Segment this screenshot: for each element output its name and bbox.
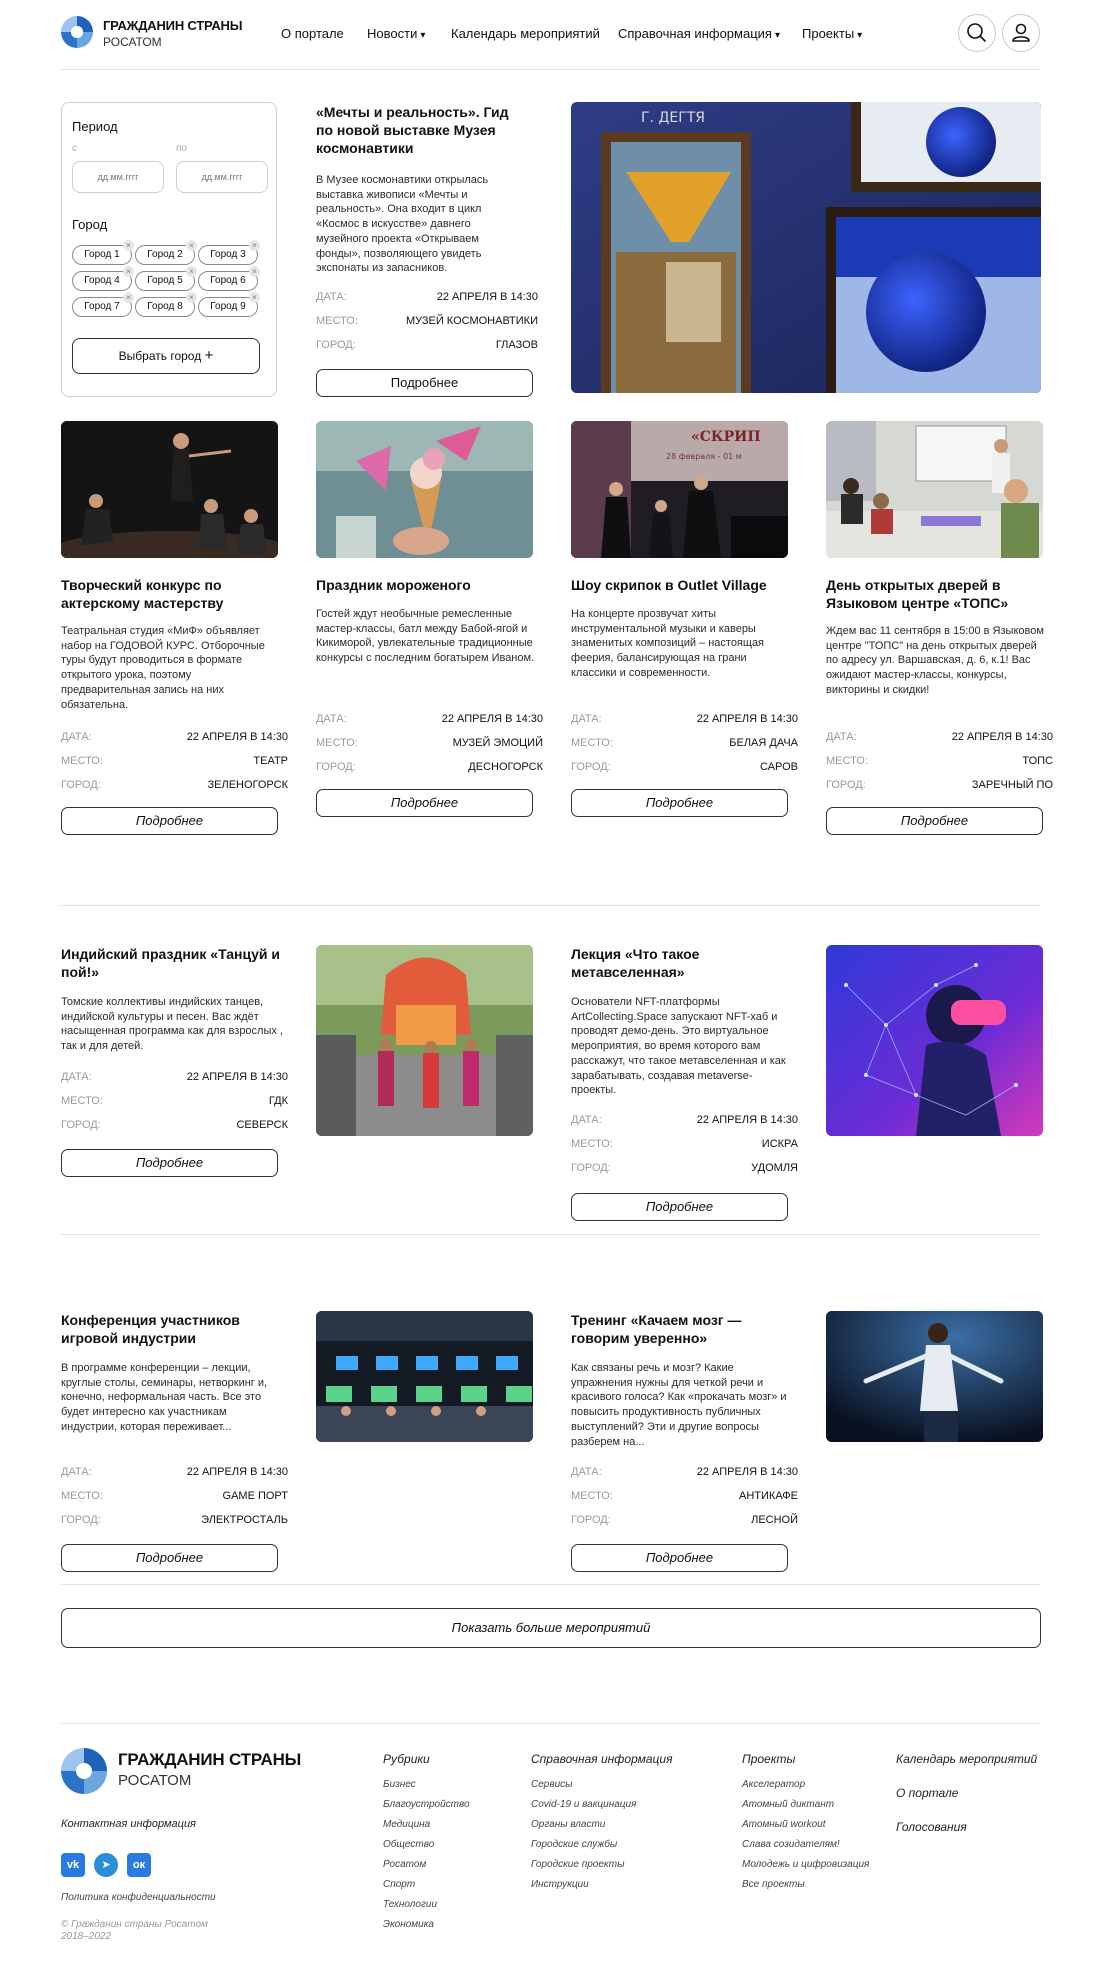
section-divider	[61, 1584, 1040, 1585]
city-label: ГОРОД:	[61, 1514, 101, 1526]
odnoklassniki-icon[interactable]: ок	[127, 1853, 151, 1877]
footer-about-link[interactable]: О портале	[896, 1786, 959, 1800]
chip-label: Город 2	[147, 249, 183, 260]
date-value: 22 АПРЕЛЯ В 14:30	[186, 1071, 288, 1083]
nav-label: Справочная информация	[618, 26, 772, 41]
date-value: 22 АПРЕЛЯ В 14:30	[441, 713, 543, 725]
event-description: На концерте прозвучат хиты инструментальной музыки и каверы знаменитых композиций – настоящая феерия, балансирующая на грани классики и современности.	[571, 608, 765, 679]
event-date-row	[571, 1466, 798, 1480]
date-value: 22 АПРЕЛЯ В 14:30	[436, 291, 538, 303]
place-label: МЕСТО:	[571, 1138, 613, 1150]
footer-logo-line1: ГРАЖДАНИН СТРАНЫ	[118, 1750, 302, 1769]
date-label: ДАТА:	[826, 731, 857, 743]
event-city-row	[316, 761, 543, 775]
footer-link[interactable]: Бизнес	[383, 1779, 416, 1790]
space-paintings-photo	[571, 102, 1041, 393]
place-label: МЕСТО:	[826, 755, 868, 767]
footer-link[interactable]: Экономика	[383, 1919, 434, 1930]
place-value: ИСКРА	[761, 1138, 798, 1150]
event-date-row	[316, 713, 543, 727]
indian-festival-photo	[316, 945, 533, 1136]
date-value: 22 АПРЕЛЯ В 14:30	[186, 731, 288, 743]
close-icon[interactable]: ×	[249, 292, 260, 303]
city-value: ЭЛЕКТРОСТАЛЬ	[201, 1514, 288, 1526]
date-label: ДАТА:	[61, 731, 92, 743]
footer-link[interactable]: Общество	[383, 1839, 435, 1850]
city-label: ГОРОД:	[826, 779, 866, 791]
city-label: ГОРОД:	[571, 761, 611, 773]
close-icon[interactable]: ×	[249, 240, 260, 251]
event-date-row	[571, 1114, 798, 1128]
user-icon	[1003, 15, 1039, 51]
nav-about[interactable]	[281, 26, 344, 41]
event-date-row	[61, 731, 288, 745]
vk-icon[interactable]: vk	[61, 1853, 85, 1877]
date-label: ДАТА:	[571, 1466, 602, 1478]
footer-link[interactable]: Спорт	[383, 1879, 416, 1890]
event-place-row	[61, 1490, 288, 1504]
footer-col-heading[interactable]: Рубрики	[383, 1752, 430, 1766]
event-title: Творческий конкурс по актерскому мастерству	[61, 577, 224, 611]
search-icon	[959, 15, 995, 51]
event-title: Индийский праздник «Танцуй и пой!»	[61, 946, 281, 980]
nav-projects[interactable]	[802, 26, 862, 41]
date-label: ДАТА:	[61, 1071, 92, 1083]
event-image[interactable]	[571, 102, 1041, 393]
event-place-row	[316, 315, 538, 329]
rosatom-logo-icon	[61, 16, 93, 48]
footer-link[interactable]: Атомный workout	[742, 1819, 826, 1830]
footer-link[interactable]: Медицина	[383, 1819, 431, 1830]
event-image[interactable]	[316, 421, 533, 558]
footer-logo-line2: РОСАТОМ	[118, 1772, 192, 1789]
city-label: ГОРОД:	[61, 779, 101, 791]
telegram-icon[interactable]: ➤	[94, 1853, 118, 1877]
date-value: 22 АПРЕЛЯ В 14:30	[696, 1114, 798, 1126]
city-chip[interactable]	[135, 293, 195, 317]
event-image[interactable]	[316, 945, 533, 1136]
place-label: МЕСТО:	[571, 1490, 613, 1502]
event-city-row	[571, 1162, 798, 1176]
choose-city-label: Выбрать город	[118, 349, 202, 363]
footer-link[interactable]: Городские проекты	[531, 1859, 625, 1870]
city-chip[interactable]	[135, 267, 195, 291]
footer-link[interactable]: Инструкции	[531, 1879, 589, 1890]
event-description: Театральная студия «МиФ» объявляет набор на ГОДОВОЙ КУРС. Отборочные туры будут проводиться в формате открытого урока, поэтому предварительная запись на них обязательна.	[61, 625, 265, 711]
chip-label: Город 3	[210, 249, 246, 260]
speaker-stage-photo	[826, 1311, 1043, 1442]
close-icon[interactable]: ×	[123, 240, 134, 251]
close-icon[interactable]: ×	[186, 240, 197, 251]
place-value: АНТИКАФЕ	[739, 1490, 798, 1502]
more-button[interactable]: Подробнее	[571, 1544, 788, 1572]
copyright-years: 2018–2022	[61, 1931, 112, 1942]
nav-label: Проекты	[802, 26, 855, 41]
nav-label: Новости	[367, 26, 418, 41]
nav-reference[interactable]	[618, 26, 780, 41]
more-button[interactable]: Подробнее	[571, 1193, 788, 1221]
date-value: 22 АПРЕЛЯ В 14:30	[951, 731, 1053, 743]
footer-link[interactable]: Благоустройство	[383, 1799, 470, 1810]
city-value: УДОМЛЯ	[751, 1162, 798, 1174]
city-label: ГОРОД:	[571, 1514, 611, 1526]
event-city-row	[571, 1514, 798, 1528]
footer-link[interactable]: Covid-19 и вакцинация	[531, 1799, 637, 1810]
vr-headset-photo	[826, 945, 1043, 1136]
event-image[interactable]	[316, 1311, 533, 1442]
date-label: ДАТА:	[61, 1466, 92, 1478]
footer-link[interactable]: Акселератор	[742, 1779, 806, 1790]
date-label: ДАТА:	[571, 1114, 602, 1126]
footer-link[interactable]: Молодежь и цифровизация	[742, 1859, 870, 1870]
event-title: Шоу скрипок в Outlet Village	[571, 577, 767, 593]
footer-col-heading[interactable]: Справочная информация	[531, 1752, 673, 1766]
banner-text: «СКРИП	[691, 429, 761, 445]
city-chip[interactable]	[72, 267, 132, 291]
nav-label: Календарь мероприятий	[451, 26, 600, 41]
more-button[interactable]: Подробнее	[61, 807, 278, 835]
chip-label: Город 7	[84, 301, 120, 312]
event-city-row	[61, 1119, 288, 1133]
event-date-row	[826, 731, 1053, 745]
city-value: ЗЕЛЕНОГОРСК	[207, 779, 288, 791]
banner-subtext: 28 февраля - 01 м	[666, 452, 742, 461]
city-label: ГОРОД:	[316, 761, 356, 773]
event-description: Томские коллективы индийских танцев, индийской культуры и песен. Вас ждёт насыщенная программа как для взрослых , так и для детей.	[61, 996, 283, 1053]
chip-label: Город 8	[147, 301, 183, 312]
event-description: Гостей ждут необычные ремесленные мастер-классы, батл между Бабой-ягой и Кикиморой, увлекательные традиционные конкурсы с последним богатырем Иваном.	[316, 608, 535, 665]
logo-line2: РОСАТОМ	[103, 35, 162, 49]
event-place-row	[826, 755, 1053, 769]
city-label: ГОРОД:	[571, 1162, 611, 1174]
date-value: 22 АПРЕЛЯ В 14:30	[696, 713, 798, 725]
more-button[interactable]: Подробнее	[316, 789, 533, 817]
event-image[interactable]	[61, 421, 278, 558]
close-icon[interactable]: ×	[249, 266, 260, 277]
copyright: © Гражданин страны Росатом	[61, 1919, 208, 1930]
footer-col-heading[interactable]: Проекты	[742, 1752, 796, 1766]
date-value: 22 АПРЕЛЯ В 14:30	[186, 1466, 288, 1478]
event-place-row	[61, 755, 288, 769]
event-title: Праздник мороженого	[316, 577, 471, 593]
city-chip[interactable]	[135, 241, 195, 265]
footer-calendar-link[interactable]: Календарь мероприятий	[896, 1752, 1038, 1766]
date-to-input[interactable]	[176, 161, 268, 193]
event-city-row	[826, 779, 1053, 793]
date-from-label: с	[72, 143, 77, 154]
close-icon[interactable]: ×	[186, 266, 197, 277]
event-image[interactable]	[826, 1311, 1043, 1442]
chevron-down-icon: ▾	[774, 30, 780, 41]
city-chip[interactable]	[72, 241, 132, 265]
close-icon[interactable]: ×	[186, 292, 197, 303]
classroom-photo	[826, 421, 1043, 558]
footer-link[interactable]: Атомный диктант	[742, 1799, 835, 1810]
event-date-row	[316, 291, 538, 305]
place-value: ТЕАТР	[253, 755, 288, 767]
more-button[interactable]: Подробнее	[316, 369, 533, 397]
chip-label: Город 1	[84, 249, 120, 260]
date-from-input[interactable]	[72, 161, 164, 193]
svg-text:Г. ДЕГТЯ: Г. ДЕГТЯ	[641, 110, 706, 126]
event-place-row	[571, 1490, 798, 1504]
show-more-label: Показать больше мероприятий	[451, 1620, 651, 1635]
event-city-row	[61, 1514, 288, 1528]
nav-label: О портале	[281, 26, 344, 41]
privacy-link[interactable]: Политика конфиденциальности	[61, 1892, 216, 1903]
show-more-button[interactable]	[61, 1608, 1041, 1648]
place-label: МЕСТО:	[61, 755, 103, 767]
city-label: ГОРОД:	[61, 1119, 101, 1131]
close-icon[interactable]: ×	[123, 266, 134, 277]
city-chip[interactable]	[198, 241, 258, 265]
event-place-row	[571, 737, 798, 751]
footer-link[interactable]: Слава созидателям!	[742, 1839, 840, 1850]
event-description: Основатели NFT-платформы ArtCollecting.Space запускают NFT-хаб и проводят демо-день. Это виртуальное мероприятия, во время которого вам расскажут, что такое метавселенная и как зарабатывать, создавая metaverse-проекты.	[571, 996, 786, 1097]
event-title: Лекция «Что такое метавселенная»	[571, 946, 700, 980]
event-description: В программе конференции – лекции, круглые столы, семинары, нетворкинг и, конечно, неформальная часть. Все это будет интересно как участникам индустрии, которая переживает...	[61, 1362, 268, 1433]
city-value: ЗАРЕЧНЫЙ ПО	[971, 779, 1053, 791]
chip-label: Город 9	[210, 301, 246, 312]
violin-show-photo	[571, 421, 788, 558]
more-button[interactable]: Подробнее	[61, 1544, 278, 1572]
city-value: ГЛАЗОВ	[495, 339, 538, 351]
event-title: Тренинг «Качаем мозг — говорим уверенно»	[571, 1312, 742, 1346]
plus-icon: +	[204, 347, 214, 364]
event-title: Конференция участников игровой индустрии	[61, 1312, 240, 1346]
city-value: ДЕСНОГОРСК	[468, 761, 543, 773]
more-button[interactable]: Подробнее	[826, 807, 1043, 835]
chip-label: Город 6	[210, 275, 246, 286]
event-date-row	[571, 713, 798, 727]
footer-link[interactable]: Все проекты	[742, 1879, 805, 1890]
rosatom-logo-icon	[61, 1748, 107, 1794]
choose-city-button[interactable]	[72, 338, 260, 374]
place-value: МУЗЕЙ КОСМОНАВТИКИ	[405, 315, 538, 327]
date-label: ДАТА:	[316, 291, 347, 303]
footer-divider	[61, 1723, 1040, 1724]
place-label: МЕСТО:	[571, 737, 613, 749]
period-label: Период	[72, 119, 118, 134]
city-chip[interactable]	[198, 293, 258, 317]
footer-link[interactable]: Органы власти	[531, 1819, 606, 1830]
footer-link[interactable]: Росатом	[383, 1859, 427, 1870]
event-title: «Мечты и реальность». Гид по новой выставке Музея космонавтики	[316, 104, 509, 156]
gaming-hall-photo	[316, 1311, 533, 1442]
footer-voting-link[interactable]: Голосования	[896, 1820, 967, 1834]
close-icon[interactable]: ×	[123, 292, 134, 303]
event-date-row	[61, 1071, 288, 1085]
footer-link[interactable]: Городские службы	[531, 1839, 618, 1850]
chevron-down-icon: ▾	[420, 30, 426, 41]
city-chip[interactable]	[72, 293, 132, 317]
filter-panel	[61, 102, 277, 397]
ice-cream-photo	[316, 421, 533, 558]
city-chip[interactable]	[198, 267, 258, 291]
date-label: ДАТА:	[571, 713, 602, 725]
event-city-row	[571, 761, 798, 775]
chip-label: Город 5	[147, 275, 183, 286]
event-date-row	[61, 1466, 288, 1480]
nav-calendar[interactable]	[451, 26, 600, 41]
event-description: Ждем вас 11 сентября в 15:00 в Языковом центре "ТОПС" на день открытых дверей по адресу ул. Варшавская, д. 6, к.1! Вас ожидают мастер-классы, конкурсы, викторины и скидки!	[826, 625, 1044, 696]
section-divider	[61, 905, 1040, 906]
chevron-down-icon: ▾	[857, 30, 863, 41]
city-value: СЕВЕРСК	[236, 1119, 288, 1131]
event-place-row	[571, 1138, 798, 1152]
search-button[interactable]	[958, 14, 996, 52]
event-city-row	[61, 779, 288, 793]
event-description: В Музее космонавтики открылась выставка живописи «Мечты и реальность». Она входит в цикл «Космос в искусстве» давнего музейного проекта «Открываем фонды», позволяющего увидеть экспонаты из запасников.	[316, 174, 489, 275]
place-label: МЕСТО:	[316, 737, 358, 749]
chip-label: Город 4	[84, 275, 120, 286]
event-title: День открытых дверей в Языковом центре «ТОПС»	[826, 577, 1009, 611]
place-value: ТОПС	[1022, 755, 1053, 767]
section-divider	[61, 1234, 1040, 1235]
event-description: Как связаны речь и мозг? Какие упражнения нужны для четкой речи и красивого голоса? Как «прокачать мозг» и повысить продуктивность публичных выступлений? Эти и другие вопросы разберем на...	[571, 1362, 787, 1448]
more-button[interactable]: Подробнее	[571, 789, 788, 817]
place-label: МЕСТО:	[61, 1095, 103, 1107]
city-value: САРОВ	[759, 761, 798, 773]
more-button[interactable]: Подробнее	[61, 1149, 278, 1177]
city-value: ЛЕСНОЙ	[751, 1514, 798, 1526]
place-value: БЕЛАЯ ДАЧА	[729, 737, 798, 749]
profile-button[interactable]	[1002, 14, 1040, 52]
city-label: Город	[72, 217, 108, 232]
theatre-actors-photo	[61, 421, 278, 558]
contact-link[interactable]: Контактная информация	[61, 1818, 196, 1830]
city-label: ГОРОД:	[316, 339, 356, 351]
date-label: ДАТА:	[316, 713, 347, 725]
nav-news[interactable]	[367, 26, 425, 41]
footer-link[interactable]: Технологии	[383, 1899, 437, 1910]
place-value: GAME ПОРТ	[222, 1490, 288, 1502]
event-city-row	[316, 339, 538, 353]
place-label: МЕСТО:	[316, 315, 358, 327]
event-image[interactable]	[826, 945, 1043, 1136]
event-place-row	[316, 737, 543, 751]
date-value: 22 АПРЕЛЯ В 14:30	[696, 1466, 798, 1478]
place-label: МЕСТО:	[61, 1490, 103, 1502]
date-to-label: по	[176, 143, 187, 154]
footer-link[interactable]: Сервисы	[531, 1779, 573, 1790]
event-place-row	[61, 1095, 288, 1109]
event-image[interactable]	[826, 421, 1043, 558]
place-value: МУЗЕЙ ЭМОЦИЙ	[452, 737, 543, 749]
header-divider	[61, 69, 1040, 70]
event-image[interactable]	[571, 421, 788, 558]
place-value: ГДК	[268, 1095, 288, 1107]
logo-line1: ГРАЖДАНИН СТРАНЫ	[103, 18, 243, 33]
